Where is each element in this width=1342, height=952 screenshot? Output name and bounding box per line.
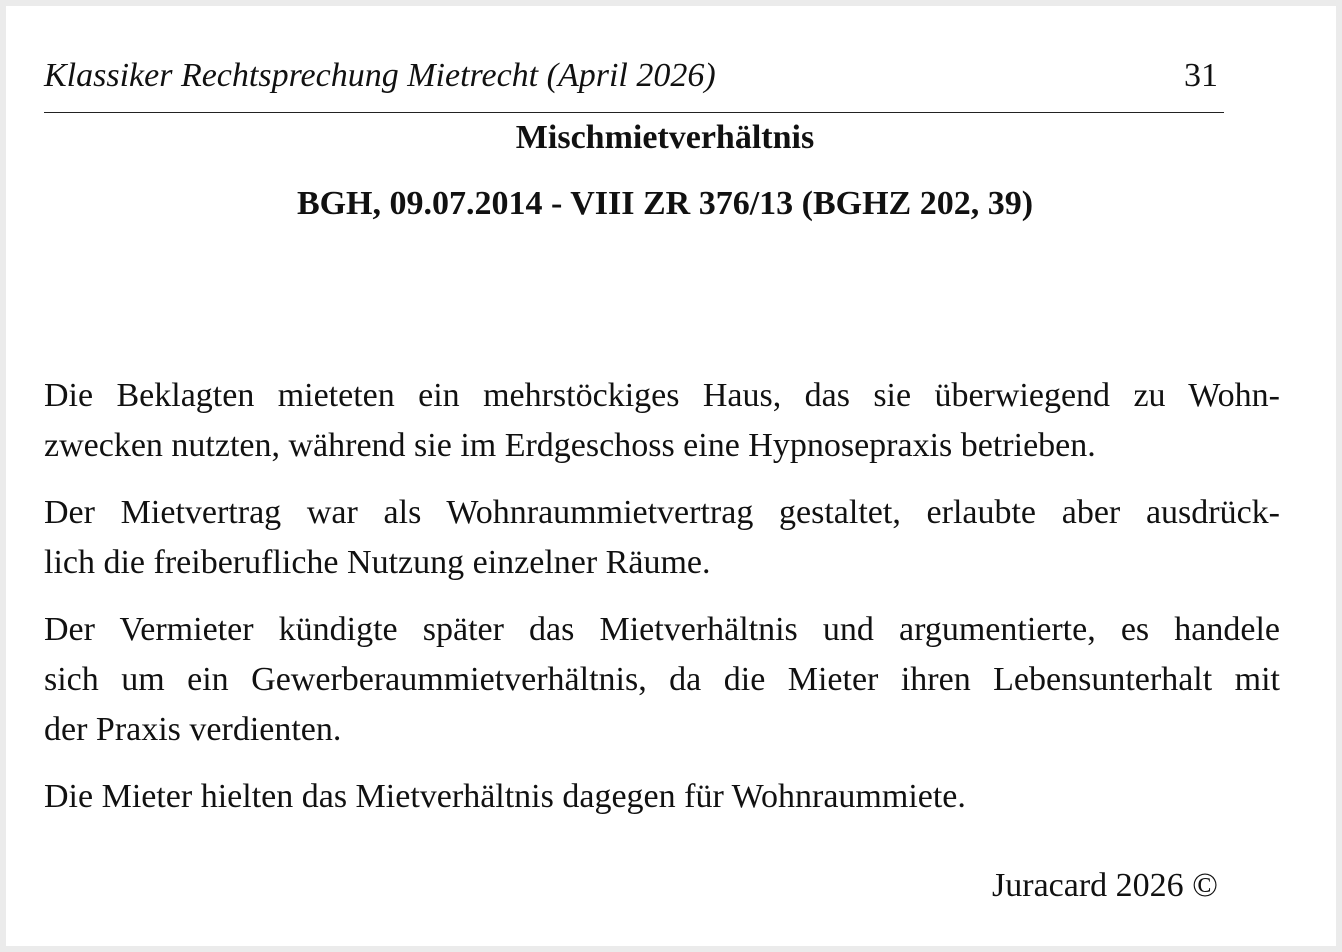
paragraph (44, 371, 1280, 471)
page-number: 31 (1184, 57, 1218, 94)
document-page (6, 6, 1336, 946)
paragraph (44, 488, 1280, 588)
text-line: Die Beklagten mieteten ein mehrstöckiges Haus, das sie überwiegend zu Wohn- (44, 377, 1280, 414)
text-line: der Praxis verdienten. (44, 711, 342, 748)
case-citation: BGH, 09.07.2014 - VIII ZR 376/13 (BGHZ 202, 39) (296, 185, 1034, 222)
header-title: Klassiker Rechtsprechung Mietrecht (April 2026) (44, 57, 716, 94)
text-line: Die Mieter hielten das Mietverhältnis dagegen für Wohnraummiete. (44, 778, 966, 815)
text-line: zwecken nutzten, während sie im Erdgeschoss eine Hypnosepraxis betrieben. (44, 427, 1096, 464)
running-header (44, 56, 1224, 113)
text-line: Der Vermieter kündigte später das Mietverhältnis und argumentierte, es handele (44, 611, 1280, 648)
text-line: Der Mietvertrag war als Wohnraummietvertrag gestaltet, erlaubte aber ausdrück- (44, 494, 1280, 531)
paragraph (44, 772, 1280, 822)
paragraph (44, 605, 1280, 755)
topic-heading: Mischmietverhältnis (515, 119, 815, 156)
text-line: lich die freiberufliche Nutzung einzelner Räume. (44, 544, 711, 581)
text-line: sich um ein Gewerberaummietverhältnis, da die Mieter ihren Lebensunterhalt mit (44, 661, 1280, 698)
copyright-footer: Juracard 2026 © (992, 867, 1218, 904)
body-text (44, 371, 1280, 839)
